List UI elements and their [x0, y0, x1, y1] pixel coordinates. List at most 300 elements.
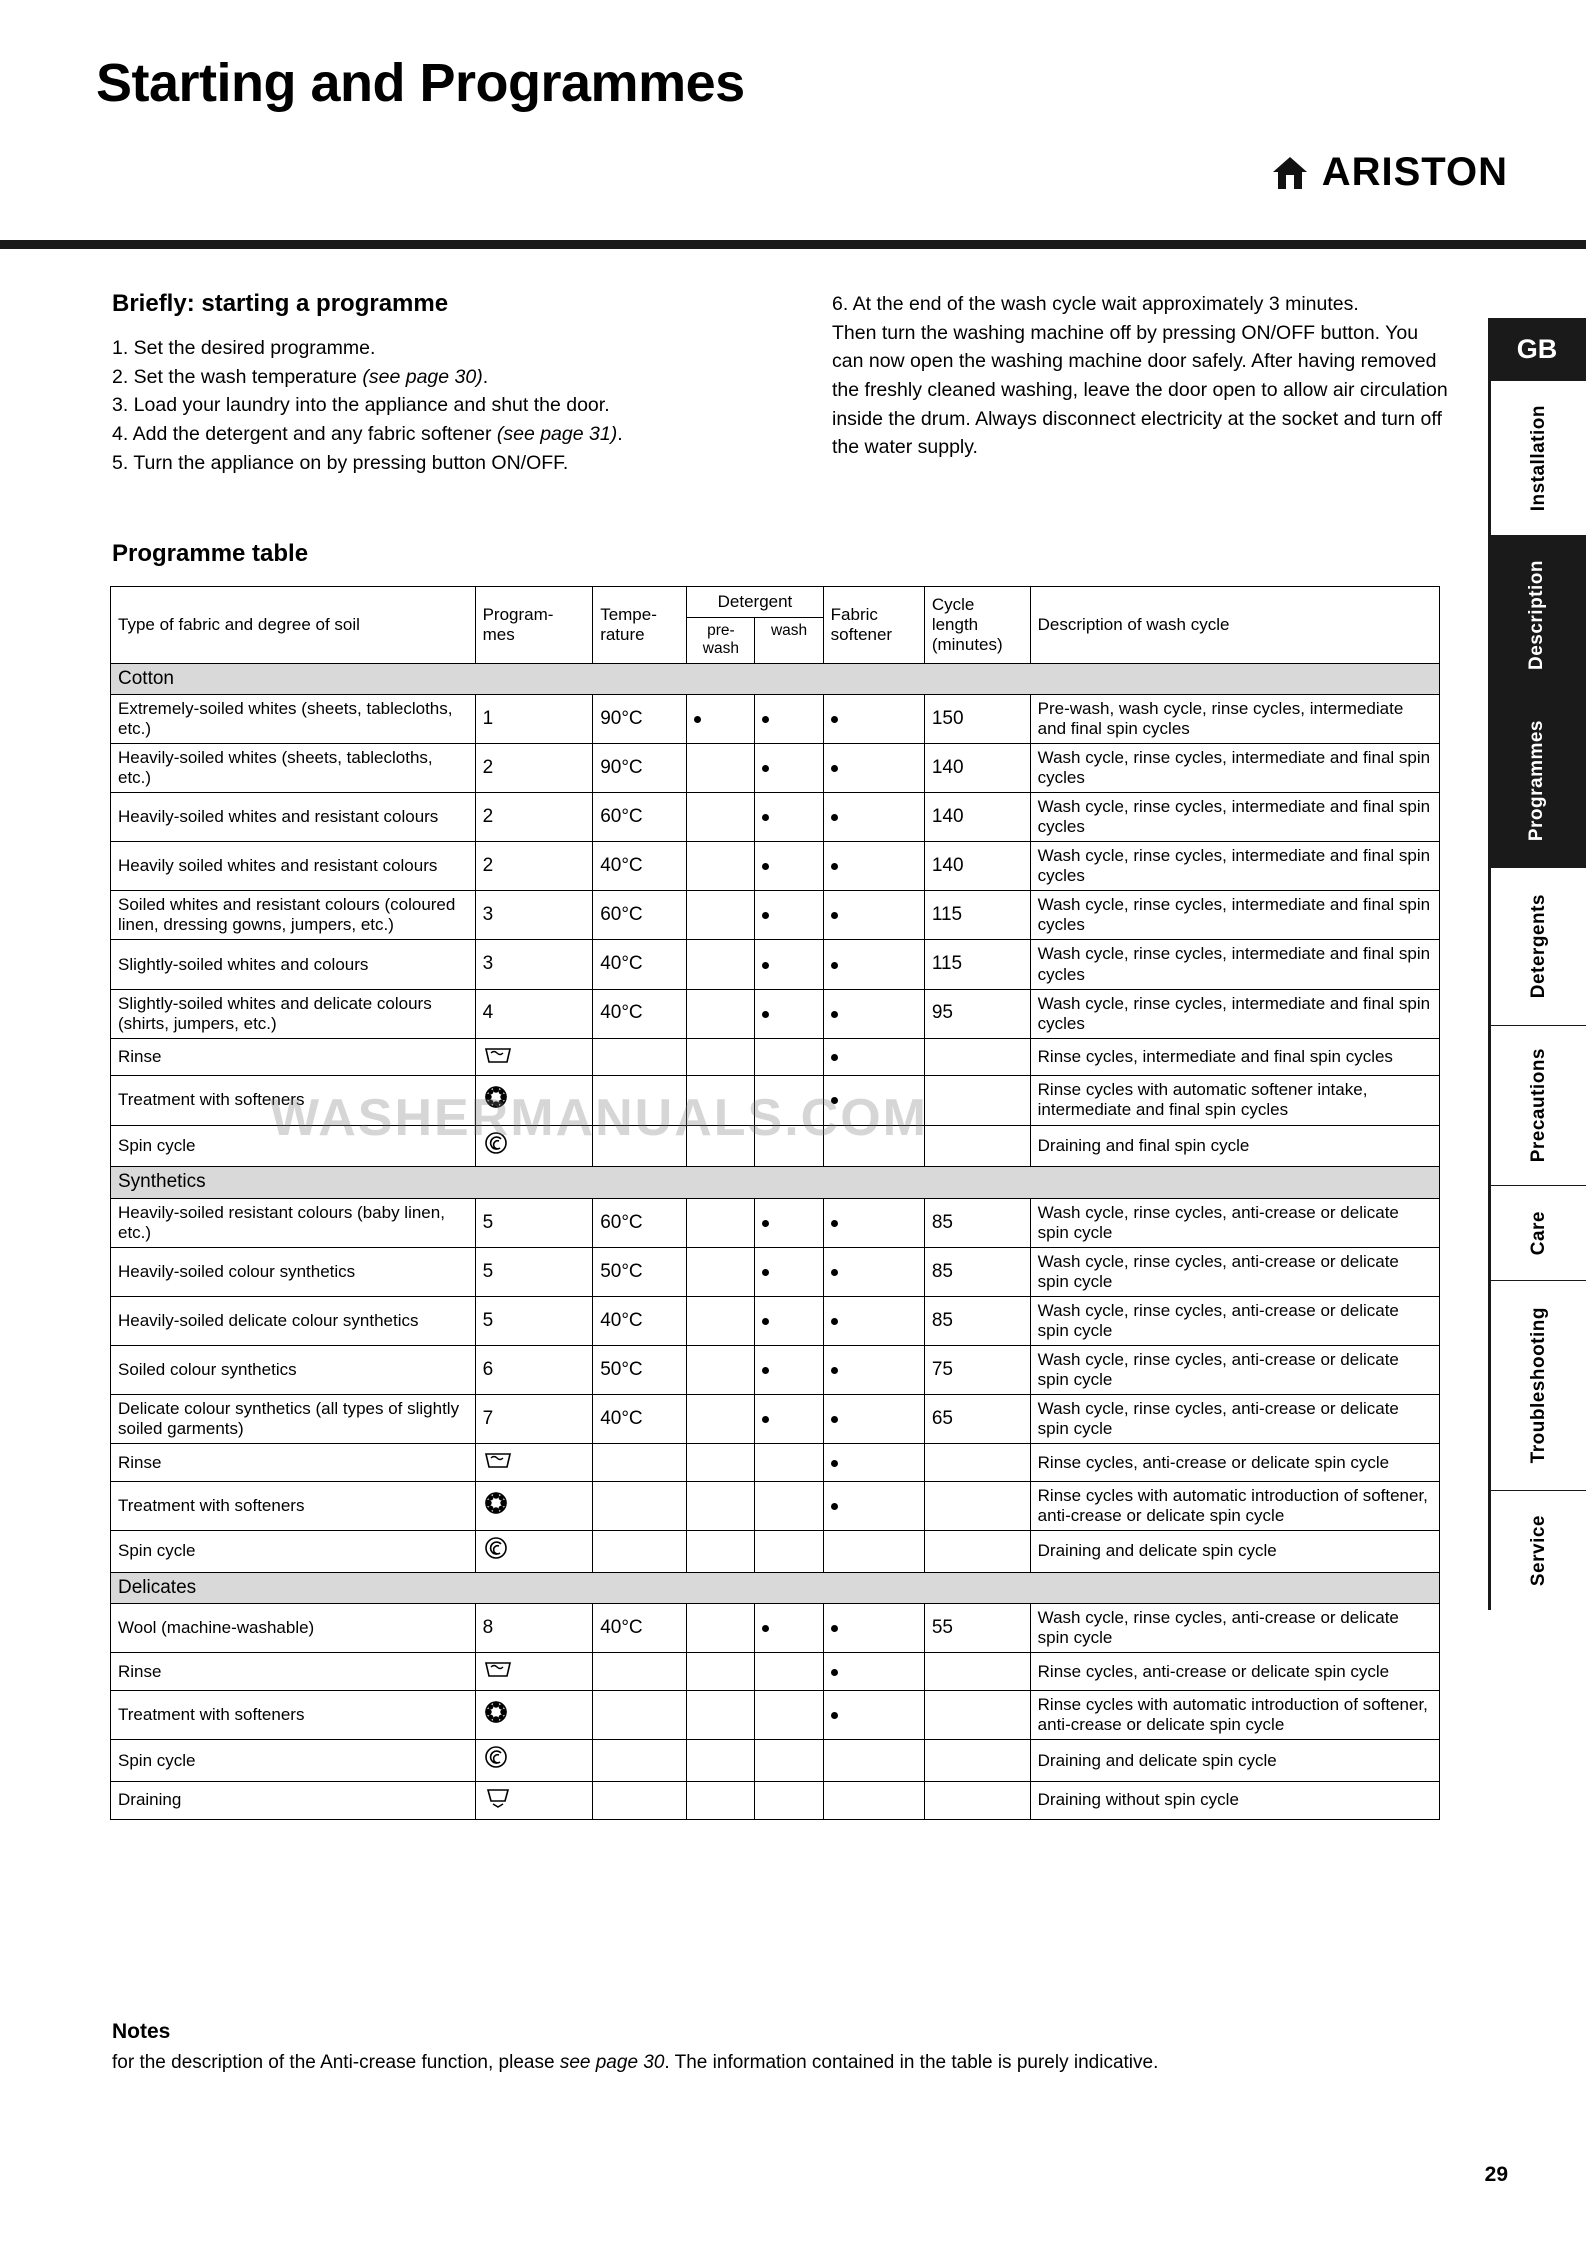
cell-softener [823, 1604, 924, 1653]
side-tab-label: Precautions [1527, 1048, 1549, 1163]
step6-head: 6. At the end of the wash cycle wait approximately 3 minutes. [832, 293, 1359, 315]
table-row [111, 1781, 1440, 1819]
cell-prewash [687, 1444, 755, 1482]
cell-wash [755, 1531, 823, 1573]
table-row [111, 1395, 1440, 1444]
cell-temperature: 90°C [593, 695, 687, 744]
cell-temperature [593, 1531, 687, 1573]
cell-description: Wash cycle, rinse cycles, anti-crease or delicate spin cycle [1030, 1345, 1439, 1394]
cell-temperature: 40°C [593, 989, 687, 1038]
table-row [111, 1481, 1440, 1530]
bullet-dot [762, 1220, 769, 1227]
cell-softener [823, 1531, 924, 1573]
side-tab-detergents[interactable] [1488, 867, 1586, 1025]
table-group-row [111, 663, 1440, 694]
cell-softener [823, 1781, 924, 1819]
watermark: WASHERMANUALS.COM [270, 1089, 928, 1147]
bullet-dot [831, 1625, 838, 1632]
cell-description: Rinse cycles, anti-crease or delicate spin cycle [1030, 1444, 1439, 1482]
rinse-basin-icon [475, 1038, 593, 1076]
cell-cycle-length: 140 [924, 793, 1030, 842]
cell-cycle-length: 140 [924, 744, 1030, 793]
cell-fabric: Slightly-soiled whites and colours [111, 940, 476, 989]
header-temperature: Tempe- rature [593, 587, 687, 664]
cell-softener [823, 744, 924, 793]
cell-fabric: Heavily-soiled delicate colour synthetics [111, 1296, 476, 1345]
cell-softener [823, 695, 924, 744]
cell-wash [755, 695, 823, 744]
cell-fabric: Heavily-soiled colour synthetics [111, 1247, 476, 1296]
softener-flower-icon [475, 1691, 593, 1740]
cell-softener [823, 842, 924, 891]
cell-temperature [593, 1481, 687, 1530]
table-row [111, 1653, 1440, 1691]
cell-description: Wash cycle, rinse cycles, intermediate and final spin cycles [1030, 842, 1439, 891]
table-row [111, 793, 1440, 842]
side-tab-label: Detergents [1527, 894, 1549, 999]
header-detergent: Detergent [687, 587, 822, 618]
cell-description: Draining and delicate spin cycle [1030, 1740, 1439, 1782]
cell-cycle-length [924, 1691, 1030, 1740]
cell-softener [823, 1444, 924, 1482]
cell-fabric: Heavily-soiled whites and resistant colours [111, 793, 476, 842]
side-tab-precautions[interactable] [1488, 1025, 1586, 1185]
cell-description: Rinse cycles with automatic introduction of softener, anti-crease or delicate spin cycle [1030, 1691, 1439, 1740]
cell-softener [823, 1395, 924, 1444]
bullet-dot [831, 1097, 838, 1104]
cell-prewash [687, 1653, 755, 1691]
cell-wash [755, 1781, 823, 1819]
cell-softener [823, 989, 924, 1038]
bullet-dot [762, 1318, 769, 1325]
cell-temperature: 60°C [593, 891, 687, 940]
table-row [111, 1038, 1440, 1076]
cell-temperature [593, 1653, 687, 1691]
cell-prewash [687, 1345, 755, 1394]
spin-spiral-icon [475, 1531, 593, 1573]
cell-description: Wash cycle, rinse cycles, anti-crease or delicate spin cycle [1030, 1395, 1439, 1444]
cell-description: Rinse cycles, anti-crease or delicate spin cycle [1030, 1653, 1439, 1691]
bullet-dot [762, 863, 769, 870]
cell-wash [755, 1247, 823, 1296]
table-row [111, 1247, 1440, 1296]
side-tab-troubleshooting[interactable] [1488, 1280, 1586, 1490]
cell-prewash [687, 1740, 755, 1782]
ariston-house-icon [1270, 153, 1310, 193]
cell-prewash [687, 1691, 755, 1740]
cell-prewash [687, 744, 755, 793]
cell-fabric: Heavily-soiled whites (sheets, tablecloths, etc.) [111, 744, 476, 793]
step-4: 4. Add the detergent and any fabric softener (see page 31). [112, 422, 623, 445]
rinse-basin-icon [475, 1653, 593, 1691]
cell-temperature [593, 1740, 687, 1782]
spin-spiral-icon [475, 1125, 593, 1167]
cell-description: Draining and delicate spin cycle [1030, 1531, 1439, 1573]
cell-cycle-length: 65 [924, 1395, 1030, 1444]
cell-softener [823, 1076, 924, 1125]
cell-wash [755, 1604, 823, 1653]
cell-temperature: 40°C [593, 1604, 687, 1653]
cell-temperature: 60°C [593, 1198, 687, 1247]
cell-prewash [687, 1531, 755, 1573]
cell-programme: 1 [475, 695, 593, 744]
cell-temperature: 50°C [593, 1247, 687, 1296]
cell-cycle-length: 150 [924, 695, 1030, 744]
cell-cycle-length [924, 1125, 1030, 1167]
cell-programme: 5 [475, 1296, 593, 1345]
cell-softener [823, 1296, 924, 1345]
bullet-dot [831, 1460, 838, 1467]
cell-fabric: Treatment with softeners [111, 1076, 476, 1125]
cell-description: Wash cycle, rinse cycles, intermediate and final spin cycles [1030, 989, 1439, 1038]
cell-fabric: Rinse [111, 1444, 476, 1482]
cell-prewash [687, 891, 755, 940]
cell-description: Wash cycle, rinse cycles, anti-crease or delicate spin cycle [1030, 1247, 1439, 1296]
bullet-dot [831, 1054, 838, 1061]
table-row [111, 891, 1440, 940]
cell-wash [755, 1038, 823, 1076]
side-tab-label: Care [1527, 1210, 1549, 1256]
cell-temperature: 40°C [593, 1395, 687, 1444]
cell-wash [755, 1691, 823, 1740]
briefly-steps [112, 334, 772, 477]
side-tab-programmes[interactable] [1488, 695, 1586, 867]
cell-fabric: Soiled colour synthetics [111, 1345, 476, 1394]
step-3: 3. Load your laundry into the appliance and shut the door. [112, 394, 610, 417]
cell-softener [823, 1740, 924, 1782]
bullet-dot [762, 1625, 769, 1632]
cell-cycle-length: 75 [924, 1345, 1030, 1394]
cell-fabric: Treatment with softeners [111, 1691, 476, 1740]
cell-programme: 3 [475, 940, 593, 989]
side-tab-label: Programmes [1526, 720, 1547, 842]
table-row [111, 1691, 1440, 1740]
cell-softener [823, 1038, 924, 1076]
header-wash: wash [770, 622, 808, 640]
cell-softener [823, 793, 924, 842]
notes-text: for the description of the Anti-crease function, please see page 30. The information contained in the table is purely indicative. [112, 2052, 1159, 2073]
notes-block [112, 2020, 1452, 2077]
cell-programme: 6 [475, 1345, 593, 1394]
step6-paragraph [832, 290, 1448, 462]
cell-prewash [687, 940, 755, 989]
programme-table-wrap [110, 586, 1440, 1820]
cell-programme: 2 [475, 842, 593, 891]
header-fabric: Type of fabric and degree of soil [111, 587, 476, 664]
cell-softener [823, 1198, 924, 1247]
briefly-heading: Briefly: starting a programme [112, 290, 449, 317]
softener-flower-icon [475, 1076, 593, 1125]
cell-description: Wash cycle, rinse cycles, intermediate and final spin cycles [1030, 793, 1439, 842]
cell-temperature: 50°C [593, 1345, 687, 1394]
header-prewash: pre- wash [687, 618, 755, 663]
bullet-dot [762, 716, 769, 723]
cell-fabric: Delicate colour synthetics (all types of slightly soiled garments) [111, 1395, 476, 1444]
cell-wash [755, 940, 823, 989]
bullet-dot [694, 716, 701, 723]
cell-cycle-length [924, 1481, 1030, 1530]
cell-cycle-length: 85 [924, 1247, 1030, 1296]
cell-wash [755, 989, 823, 1038]
table-group-row [111, 1572, 1440, 1603]
cell-temperature [593, 1781, 687, 1819]
bullet-dot [831, 863, 838, 870]
cell-programme: 8 [475, 1604, 593, 1653]
cell-wash [755, 1653, 823, 1691]
table-row [111, 1345, 1440, 1394]
cell-cycle-length [924, 1531, 1030, 1573]
table-row [111, 1604, 1440, 1653]
cell-temperature [593, 1125, 687, 1167]
bullet-dot [831, 1011, 838, 1018]
side-tab-label: GB [1516, 333, 1558, 364]
cell-fabric: Spin cycle [111, 1740, 476, 1782]
cell-softener [823, 1691, 924, 1740]
cell-wash [755, 1296, 823, 1345]
table-row [111, 842, 1440, 891]
bullet-dot [831, 1712, 838, 1719]
table-row [111, 940, 1440, 989]
table-row [111, 1076, 1440, 1125]
cell-prewash [687, 1395, 755, 1444]
cell-description: Wash cycle, rinse cycles, anti-crease or delicate spin cycle [1030, 1296, 1439, 1345]
table-header-row [111, 587, 1440, 664]
cell-temperature: 60°C [593, 793, 687, 842]
group-label: Delicates [111, 1572, 1440, 1603]
cell-cycle-length: 115 [924, 891, 1030, 940]
programme-table-heading: Programme table [112, 540, 309, 567]
cell-fabric: Draining [111, 1781, 476, 1819]
drain-icon [475, 1781, 593, 1819]
bullet-dot [831, 765, 838, 772]
bullet-dot [762, 1269, 769, 1276]
cell-description: Draining without spin cycle [1030, 1781, 1439, 1819]
cell-cycle-length [924, 1444, 1030, 1482]
bullet-dot [762, 814, 769, 821]
cell-cycle-length [924, 1740, 1030, 1782]
cell-wash [755, 1481, 823, 1530]
cell-cycle-length: 85 [924, 1296, 1030, 1345]
table-row [111, 1198, 1440, 1247]
side-tab-gb[interactable] [1488, 318, 1586, 380]
cell-temperature [593, 1076, 687, 1125]
cell-softener [823, 1247, 924, 1296]
bullet-dot [762, 1011, 769, 1018]
header-description: Description of wash cycle [1030, 587, 1439, 664]
cell-description: Pre-wash, wash cycle, rinse cycles, intermediate and final spin cycles [1030, 695, 1439, 744]
notes-heading: Notes [112, 2020, 171, 2043]
cell-prewash [687, 1076, 755, 1125]
cell-description: Rinse cycles with automatic softener intake, intermediate and final spin cycles [1030, 1076, 1439, 1125]
bullet-dot [762, 1367, 769, 1374]
step-1: 1. Set the desired programme. [112, 337, 376, 359]
cell-wash [755, 1345, 823, 1394]
cell-fabric: Heavily-soiled resistant colours (baby linen, etc.) [111, 1198, 476, 1247]
cell-prewash [687, 1781, 755, 1819]
cell-description: Draining and final spin cycle [1030, 1125, 1439, 1167]
cell-programme: 2 [475, 793, 593, 842]
bullet-dot [831, 912, 838, 919]
cell-description: Rinse cycles with automatic introduction of softener, anti-crease or delicate spin cycle [1030, 1481, 1439, 1530]
cell-cycle-length: 140 [924, 842, 1030, 891]
cell-cycle-length [924, 1076, 1030, 1125]
side-tab-label: Installation [1527, 404, 1549, 512]
table-row [111, 989, 1440, 1038]
cell-cycle-length [924, 1653, 1030, 1691]
step-5: 5. Turn the appliance on by pressing button ON/OFF. [112, 451, 569, 474]
brand-logo [1270, 150, 1508, 195]
cell-prewash [687, 842, 755, 891]
side-tab-label: Service [1527, 1514, 1549, 1587]
cell-fabric: Rinse [111, 1653, 476, 1691]
cell-wash [755, 1198, 823, 1247]
cell-temperature [593, 1691, 687, 1740]
cell-description: Rinse cycles, intermediate and final spin cycles [1030, 1038, 1439, 1076]
cell-fabric: Rinse [111, 1038, 476, 1076]
softener-flower-icon [475, 1481, 593, 1530]
bullet-dot [762, 962, 769, 969]
brand-name: ARISTON [1321, 150, 1508, 194]
header-cycle-length: Cycle length (minutes) [924, 587, 1030, 664]
table-group-row [111, 1167, 1440, 1198]
cell-prewash [687, 695, 755, 744]
bullet-dot [831, 1220, 838, 1227]
bullet-dot [831, 962, 838, 969]
table-row [111, 1125, 1440, 1167]
cell-wash [755, 1125, 823, 1167]
bullet-dot [831, 1367, 838, 1374]
table-row [111, 1296, 1440, 1345]
cell-wash [755, 793, 823, 842]
page-number: 29 [1484, 2163, 1508, 2186]
bullet-dot [762, 1416, 769, 1423]
bullet-dot [831, 1269, 838, 1276]
cell-fabric: Wool (machine-washable) [111, 1604, 476, 1653]
cell-softener [823, 891, 924, 940]
cell-programme: 4 [475, 989, 593, 1038]
group-label: Cotton [111, 663, 1440, 694]
cell-fabric: Spin cycle [111, 1125, 476, 1167]
cell-programme: 3 [475, 891, 593, 940]
bullet-dot [762, 912, 769, 919]
group-label: Synthetics [111, 1167, 1440, 1198]
cell-temperature [593, 1038, 687, 1076]
cell-wash [755, 1076, 823, 1125]
bullet-dot [831, 1416, 838, 1423]
cell-fabric: Slightly-soiled whites and delicate colours (shirts, jumpers, etc.) [111, 989, 476, 1038]
cell-description: Wash cycle, rinse cycles, intermediate and final spin cycles [1030, 940, 1439, 989]
bullet-dot [831, 814, 838, 821]
header-programmes: Program- mes [475, 587, 593, 664]
side-tab-label: Troubleshooting [1527, 1307, 1549, 1464]
cell-cycle-length: 85 [924, 1198, 1030, 1247]
cell-fabric: Spin cycle [111, 1531, 476, 1573]
cell-cycle-length: 95 [924, 989, 1030, 1038]
rinse-basin-icon [475, 1444, 593, 1482]
cell-fabric: Heavily soiled whites and resistant colours [111, 842, 476, 891]
side-tab-label: Description [1526, 559, 1547, 671]
cell-wash [755, 1395, 823, 1444]
cell-prewash [687, 989, 755, 1038]
cell-softener [823, 1345, 924, 1394]
table-row [111, 695, 1440, 744]
briefly-column [112, 290, 772, 477]
cell-cycle-length [924, 1781, 1030, 1819]
step6-body: Then turn the washing machine off by pressing ON/OFF button. You can now open the washing machine door safely. After having removed the freshly cleaned washing, leave the door open to allow air circulation inside the drum. Always disconnect electricity at the socket and turn off the water supply. [832, 321, 1448, 459]
header-softener: Fabric softener [823, 587, 924, 664]
cell-prewash [687, 1296, 755, 1345]
side-tab-care[interactable] [1488, 1185, 1586, 1280]
cell-prewash [687, 1125, 755, 1167]
side-tab-installation[interactable] [1488, 380, 1586, 535]
bullet-dot [831, 716, 838, 723]
side-tab-service[interactable] [1488, 1490, 1586, 1610]
cell-prewash [687, 1198, 755, 1247]
cell-wash [755, 744, 823, 793]
cell-prewash [687, 1038, 755, 1076]
cell-prewash [687, 793, 755, 842]
cell-prewash [687, 1247, 755, 1296]
cell-wash [755, 891, 823, 940]
cell-temperature: 90°C [593, 744, 687, 793]
cell-temperature: 40°C [593, 1296, 687, 1345]
cell-softener [823, 1125, 924, 1167]
cell-description: Wash cycle, rinse cycles, anti-crease or delicate spin cycle [1030, 1198, 1439, 1247]
cell-cycle-length: 115 [924, 940, 1030, 989]
step6-column [832, 290, 1448, 462]
cell-prewash [687, 1604, 755, 1653]
bullet-dot [831, 1669, 838, 1676]
cell-softener [823, 940, 924, 989]
cell-softener [823, 1653, 924, 1691]
spin-spiral-icon [475, 1740, 593, 1782]
cell-softener [823, 1481, 924, 1530]
cell-programme: 2 [475, 744, 593, 793]
cell-temperature: 40°C [593, 940, 687, 989]
bullet-dot [762, 765, 769, 772]
table-row [111, 1531, 1440, 1573]
cell-cycle-length: 55 [924, 1604, 1030, 1653]
cell-description: Wash cycle, rinse cycles, anti-crease or delicate spin cycle [1030, 1604, 1439, 1653]
cell-wash [755, 1740, 823, 1782]
side-tab-navigation [1488, 318, 1586, 1610]
table-body [111, 663, 1440, 1819]
cell-fabric: Extremely-soiled whites (sheets, tablecloths, etc.) [111, 695, 476, 744]
header-divider [0, 240, 1586, 249]
cell-programme: 5 [475, 1247, 593, 1296]
table-row [111, 744, 1440, 793]
cell-description: Wash cycle, rinse cycles, intermediate and final spin cycles [1030, 744, 1439, 793]
cell-cycle-length [924, 1038, 1030, 1076]
header-detergent-group [687, 587, 823, 664]
cell-programme: 5 [475, 1198, 593, 1247]
page-title: Starting and Programmes [96, 53, 745, 113]
step-2: 2. Set the wash temperature (see page 30). [112, 365, 489, 388]
programme-table [110, 586, 1440, 1820]
cell-temperature: 40°C [593, 842, 687, 891]
cell-fabric: Soiled whites and resistant colours (coloured linen, dressing gowns, jumpers, etc.) [111, 891, 476, 940]
table-row [111, 1444, 1440, 1482]
bullet-dot [831, 1318, 838, 1325]
cell-prewash [687, 1481, 755, 1530]
cell-temperature [593, 1444, 687, 1482]
cell-programme: 7 [475, 1395, 593, 1444]
cell-fabric: Treatment with softeners [111, 1481, 476, 1530]
cell-wash [755, 1444, 823, 1482]
side-tab-description[interactable] [1488, 535, 1586, 695]
cell-description: Wash cycle, rinse cycles, intermediate and final spin cycles [1030, 891, 1439, 940]
table-row [111, 1740, 1440, 1782]
